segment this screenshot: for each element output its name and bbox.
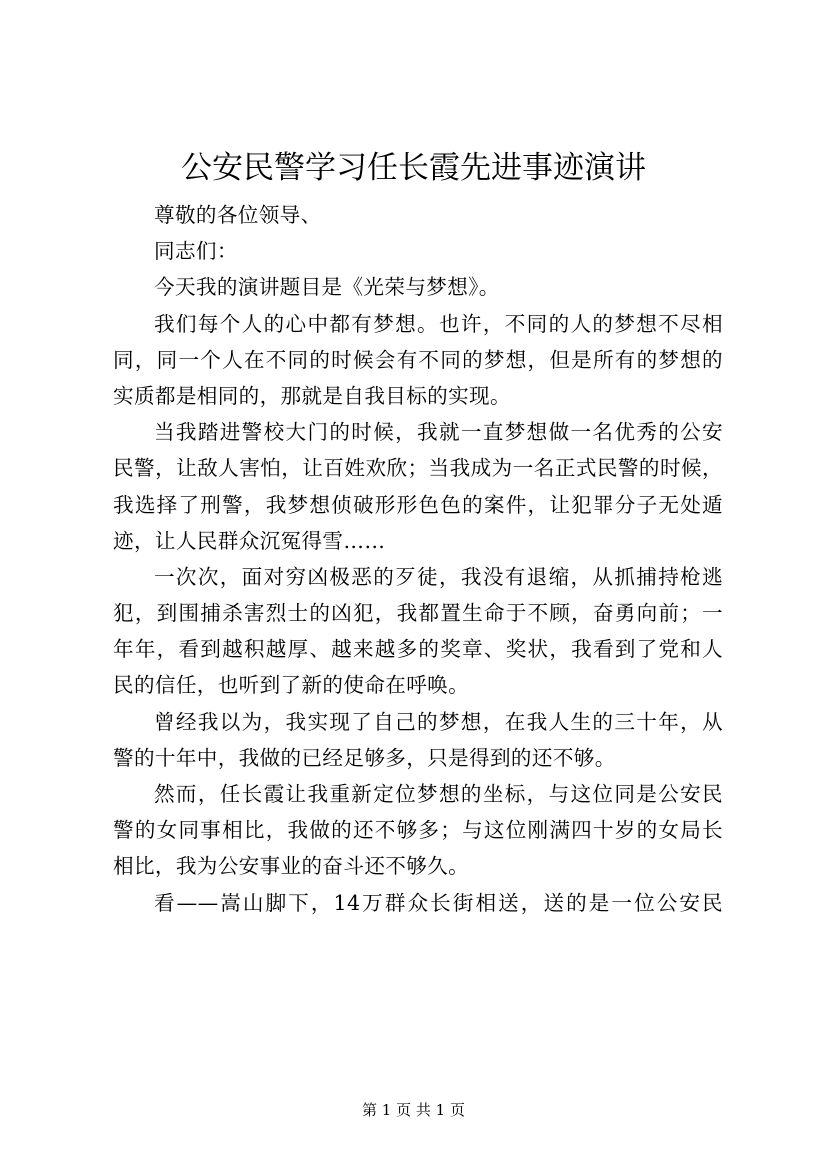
text-line: 同志们： (154, 239, 238, 264)
text-line: 警的女同事相比，我做的还不够多；与这位刚满四十岁的女局长 (113, 818, 723, 843)
text-line: 同，同一个人在不同的时候会有不同的梦想，但是所有的梦想的 (113, 347, 723, 372)
text-line: 相比，我为公安事业的奋斗还不够久。 (113, 854, 470, 879)
document-body (113, 197, 723, 921)
text-line: 犯，到围捕杀害烈士的凶犯，我都置生命于不顾，奋勇向前；一 (113, 601, 723, 626)
text-line: 今天我的演讲题目是《光荣与梦想》。 (154, 275, 500, 300)
text-line: 我选择了刑警，我梦想侦破形形色色的案件，让犯罪分子无处遁 (113, 492, 723, 517)
text-line: 实质都是相同的，那就是自我目标的实现。 (113, 383, 511, 408)
text-line: 迹，让人民群众沉冤得雪…… (113, 528, 386, 553)
text-line: 警的十年中，我做的已经足够多，只是得到的还不够。 (113, 745, 616, 770)
text-line: 民警，让敌人害怕，让百姓欢欣；当我成为一名正式民警的时候， (113, 456, 723, 481)
page-footer: 第 1 页 共 1 页 (362, 1101, 465, 1119)
text-line: 然而，任长霞让我重新定位梦想的坐标，与这位同是公安民 (154, 782, 723, 806)
text-line: 尊敬的各位领导、 (154, 203, 322, 227)
text-line: 曾经我以为，我实现了自己的梦想，在我人生的三十年，从 (154, 709, 723, 734)
text-line: 我们每个人的心中都有梦想。也许，不同的人的梦想不尽相 (154, 311, 723, 336)
text-line: 年年，看到越积越厚、越来越多的奖章、奖状，我看到了党和人 (113, 637, 723, 662)
text-line: 一次次，面对穷凶极恶的歹徒，我没有退缩，从抓捕持枪逃 (154, 564, 723, 589)
text-line: 当我踏进警校大门的时候，我就一直梦想做一名优秀的公安 (154, 420, 723, 445)
text-line: 看——嵩山脚下，14万群众长街相送，送的是一位公安民 (154, 890, 723, 915)
text-line: 民的信任，也听到了新的使命在呼唤。 (113, 673, 470, 698)
document-title: 公安民警学习任长霞先进事迹演讲 (181, 150, 646, 186)
